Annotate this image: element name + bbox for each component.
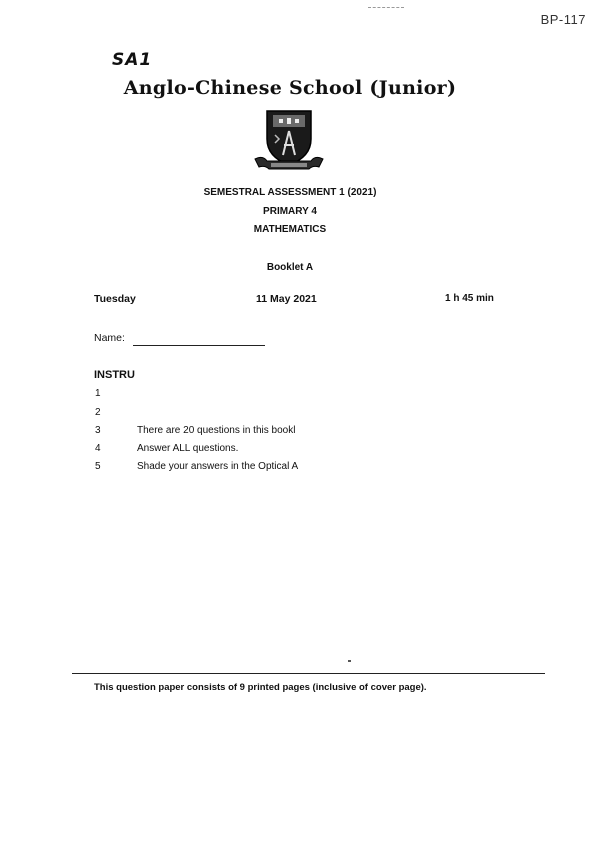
school-name: Anglo-Chinese School (Junior)	[123, 77, 457, 99]
scan-speck	[348, 660, 351, 662]
exam-day: Tuesday	[94, 293, 136, 305]
instruction-number: 1	[95, 388, 101, 399]
booklet-title: Booklet A	[266, 262, 314, 273]
instructions-heading: INSTRU	[94, 369, 135, 381]
footer-rule	[72, 673, 545, 674]
scan-mark	[368, 7, 404, 8]
instruction-number: 3	[95, 425, 101, 436]
exam-date: 11 May 2021	[256, 293, 317, 305]
instruction-text: Shade your answers in the Optical A	[137, 461, 299, 472]
assessment-tag: SA1	[112, 50, 153, 70]
name-field-line	[133, 345, 265, 346]
instruction-number: 5	[95, 461, 101, 472]
instruction-text: There are 20 questions in this bookl	[137, 425, 296, 436]
name-label: Name:	[94, 332, 125, 344]
instruction-number: 4	[95, 443, 101, 454]
subject-title: MATHEMATICS	[253, 224, 327, 235]
assessment-title: SEMESTRAL ASSESSMENT 1 (2021)	[203, 187, 377, 198]
instruction-text: Answer ALL questions.	[137, 443, 239, 454]
footer-note: This question paper consists of 9 printed pages (inclusive of cover page).	[94, 682, 427, 693]
exam-duration: 1 h 45 min	[445, 293, 494, 304]
page-id: BP-117	[540, 12, 586, 27]
level-title: PRIMARY 4	[263, 206, 317, 217]
school-crest-icon	[253, 105, 325, 175]
instruction-number: 2	[95, 407, 101, 418]
